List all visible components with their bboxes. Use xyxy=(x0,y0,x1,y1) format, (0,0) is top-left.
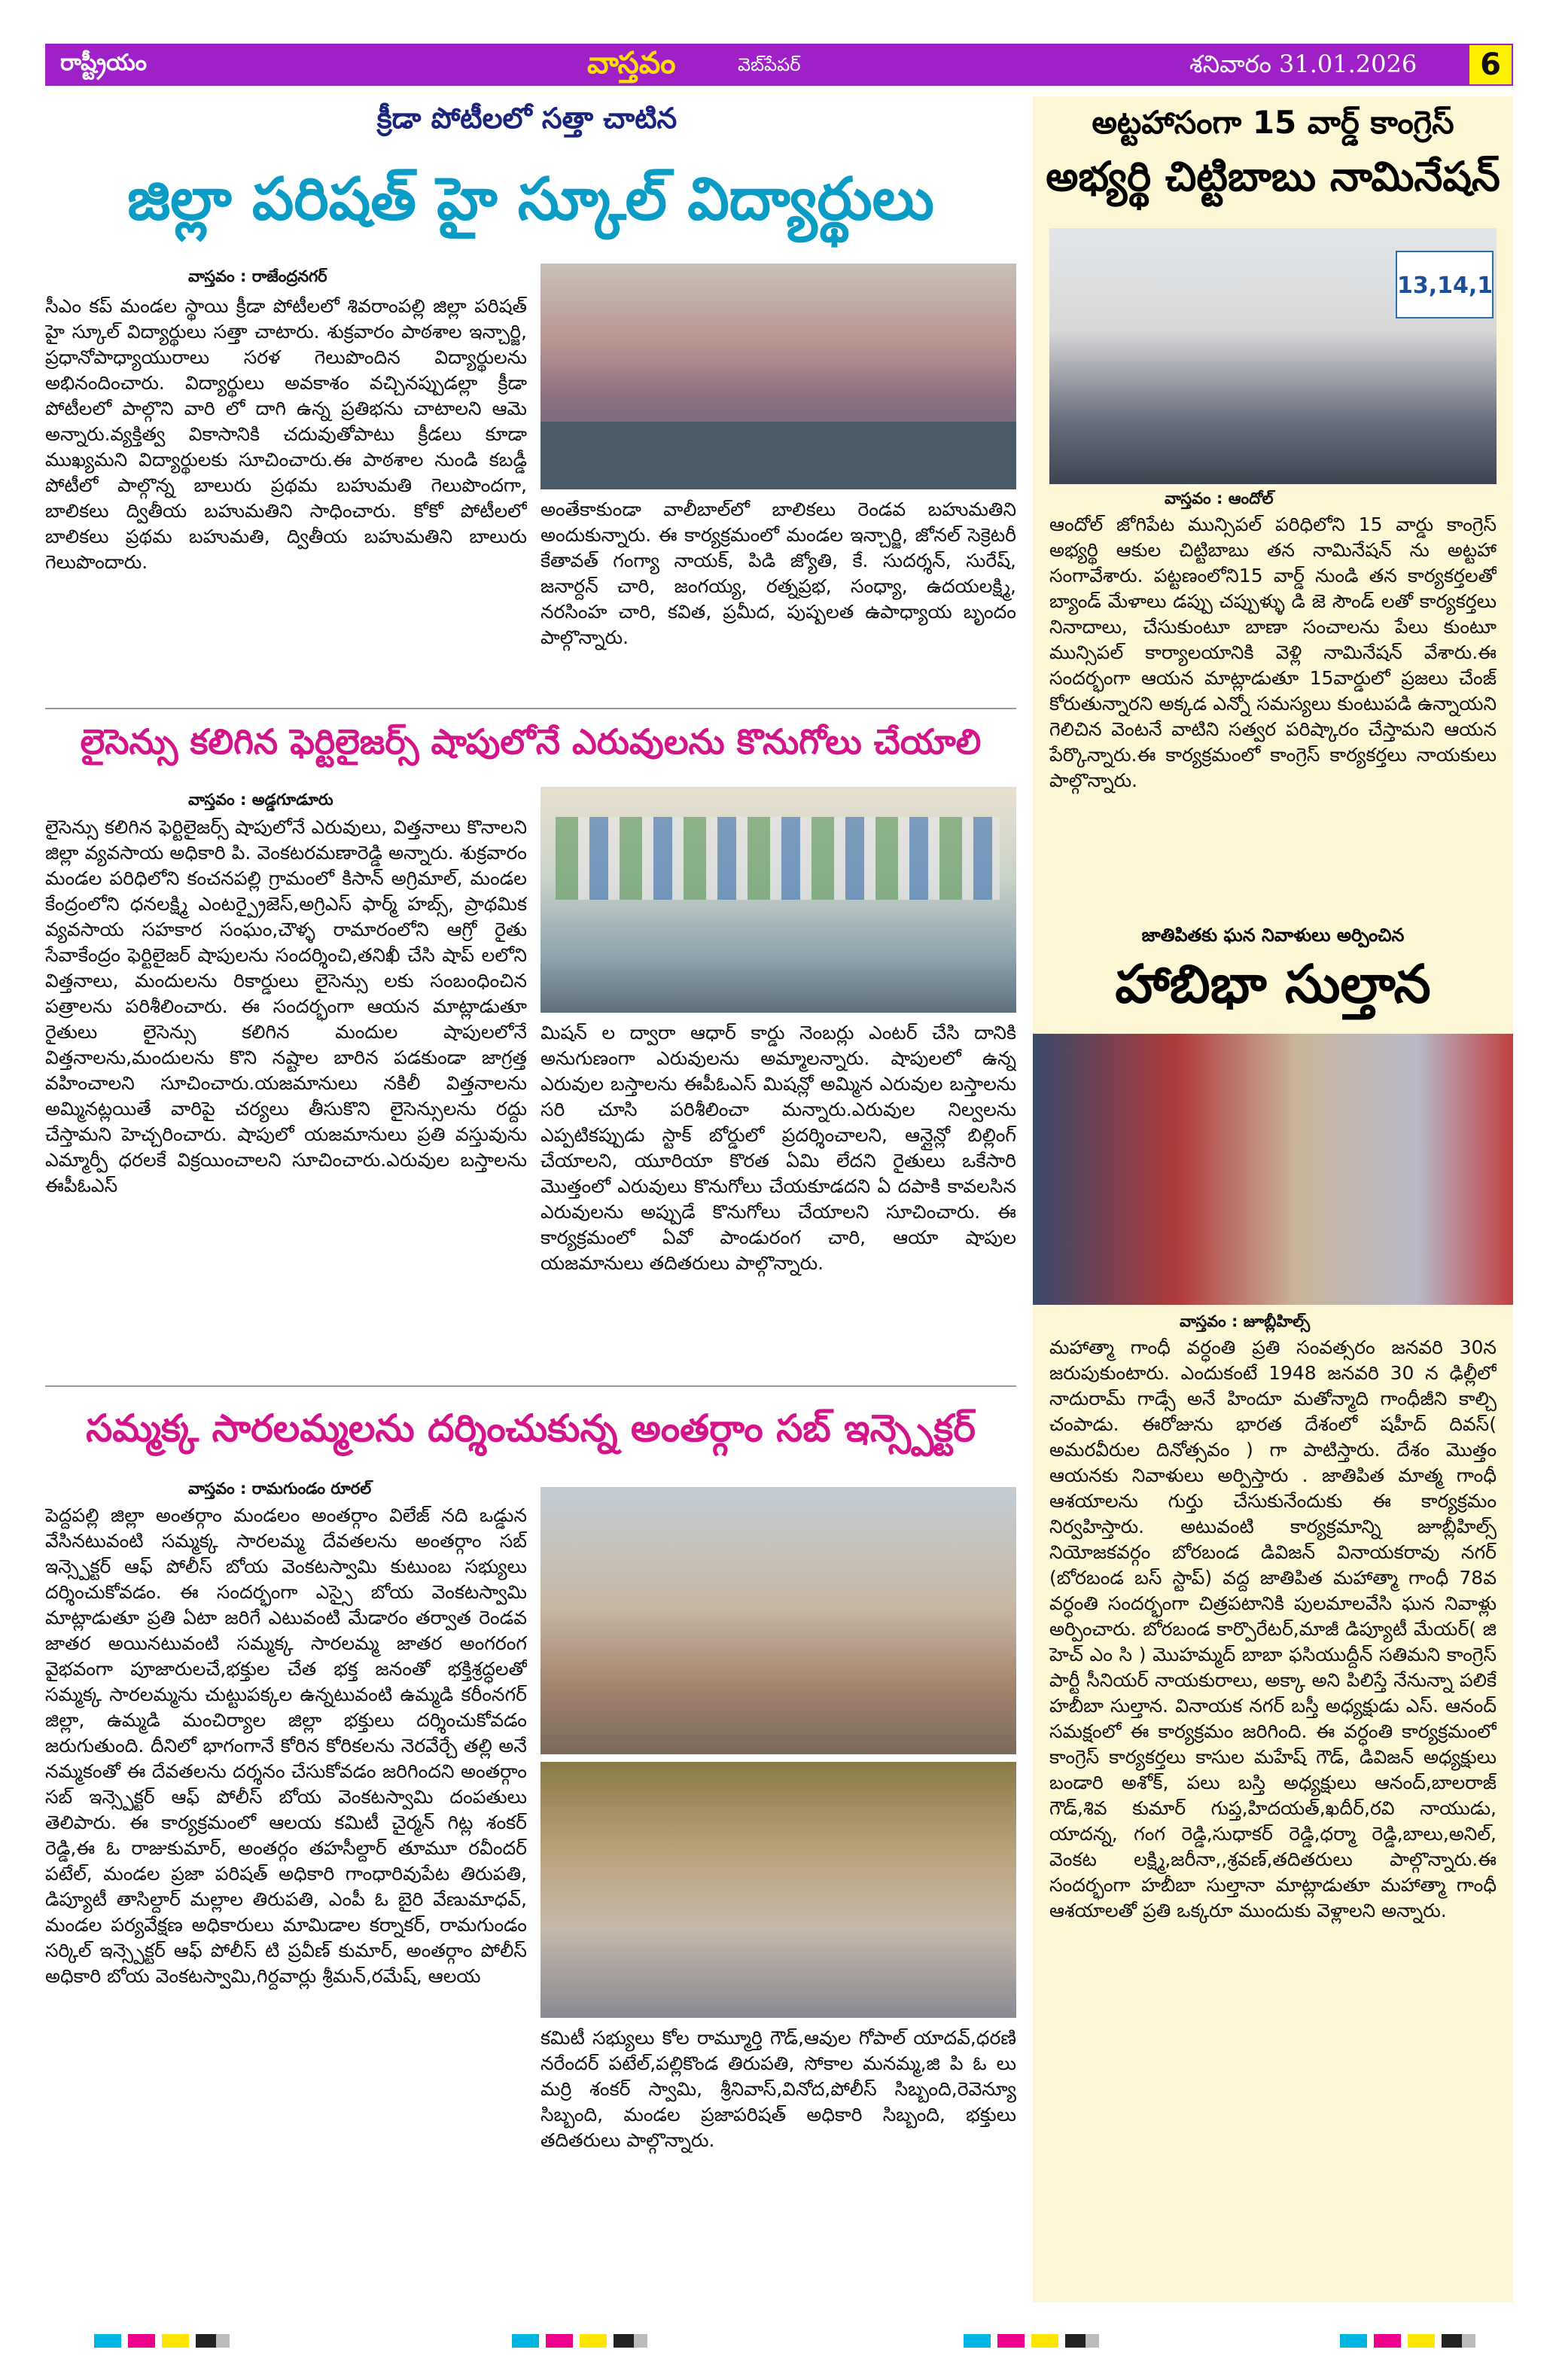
story5-photo xyxy=(1033,1034,1513,1305)
story3-dateline: వాస్తవం : రామగుండం రూరల్ xyxy=(188,1480,372,1498)
story4-headline-line2: అభ్యర్థి చిట్టిబాబు నామినేషన్ xyxy=(1046,153,1500,200)
story2-dateline: వాస్తవం : అడ్డగూడూరు xyxy=(188,791,333,809)
section-label: రాష్ట్రీయం xyxy=(60,50,147,76)
masthead-band xyxy=(45,44,1513,86)
sidebar-column xyxy=(1033,96,1513,2302)
story1-photo xyxy=(540,264,1016,489)
page-number: 6 xyxy=(1468,44,1513,86)
story5-body: మహాత్మా గాంధీ వర్ధంతి ప్రతి సంవత్సరం జనవరి 30న జరుపుకుంటారు. ఎందుకంటే 1948 జనవరి 30 న ఢిల్లీలో నాదురామ్ గాడ్సే అనే హిందూ మతోన్మాది గాంధీజీని కాల్చి చంపాడు. ఈరోజును భారత దేశంలో షహీద్ దివస్( అమరవీరుల దినోత్సవం ) గా పాటిస్తారు. దేశం మొత్తం ఆయనకు నివాళులు అర్పిస్తారు . జాతిపిత మాత్మ గాంధీ ఆశయాలను గుర్తు చేసుకునేందుకు ఈ కార్యక్రమం నిర్వహిస్తారు. అటువంటి కార్యక్రమాన్ని జూబ్లీహిల్స్ నియోజకవర్గం బోరబండ డివిజన్ వినాయకరావు నగర్ (బోరబండ బస్ స్టాప్) వద్ద జాతిపిత మహాత్మా గాంధీ 78వ వర్ధంతి సందర్భంగా చిత్రపటానికి పులమాలవేసి ఘన నివాళ్లు అర్పించారు. బోరబండ కార్పొరేటర్,మాజీ డిప్యూటీ మేయర్( జి హెచ్ ఎం సి ) మొహమ్మద్ బాబా ఫసియుద్దీన్ సతిమని కాంగ్రెస్ పార్టీ సీనియర్ నాయకురాలు, అక్కా అని పిలిస్తే నేనున్నా పలికే హబీబా సుల్తాన. వినాయక నగర్ బస్తీ అధ్యక్షుడు ఎస్. ఆనంద్ సమక్షంలో ఈ కార్యక్రమం జరిగింది. ఈ వర్ధంతి కార్యక్రమంలో కాంగ్రెస్ కార్యకర్తలు కాసుల మహేష్ గౌడ్, డివిజన్ అధ్యక్షులు బండారి అశోక్, పలు బస్తి అధ్యక్షులు ఆనంద్,బాలరాజ్ గౌడ్,శివ కుమార్ గుప్త,హిదయత్,ఖదీర్,రవి నాయుడు, యాదన్న, గంగ రెడ్డి,సుధాకర్ రెడ్డి,ధర్మా రెడ్డి,బాలు,అనిల్, వెంకట లక్ష్మి,జరీనా,,శ్రవణ్,తదితరులు పాల్గొన్నారు.ఈ సందర్భంగా హబీబా సుల్తానా మాట్లాడుతూ మహాత్మా గాంధీ ఆశయాలతో ప్రతి ఒక్కరూ ముందుకు వెళ్లాలని అన్నారు. xyxy=(1049,1336,1497,1921)
story4-headline-line1: అట్టహాసంగా 15 వార్డ్ కాంగ్రెస్ xyxy=(1092,104,1454,141)
color-bar xyxy=(512,2334,647,2348)
story4-body: ఆందోల్ జోగిపేట మున్సిపల్ పరిధిలోని 15 వార్డు కాంగ్రెస్ అభ్యర్థి ఆకుల చిట్టిబాబు తన నామినేషన్ ను అట్టహా సంగావేశారు. పట్టణంలోని15 వార్డ్ నుండి తన కార్యకర్తలతో బ్యాండ్ మేళాలు డప్పు చప్పుళ్ళు డి జె సౌండ్ లతో కార్యకర్తలు నినాదాలు, చేసుకుంటూ బాణా సంచాలను పేలు కుంటూ మున్సిపల్ కార్యాలయానికి వెళ్లి నామినేషన్ వేశారు.ఈ సందర్భంగా ఆయన మాట్లాడుతూ 15వార్డులో ప్రజలు చేంజ్ కోరుతున్నారని అక్కడ ఎన్నో సమస్యలు కుంటుపడి ఉన్నాయని గెలిచిన వెంటనే వాటిని సత్వర పరిష్కారం చేస్తామని ఆయన పేర్కొన్నారు.ఈ కార్యక్రమంలో కాంగ్రెస్ కార్యకర్తలు నాయకులు పాల్గొన్నారు. xyxy=(1049,513,1497,791)
story3-photo-1 xyxy=(540,1487,1016,1754)
story5-headline: హాబిభా సుల్తాన xyxy=(1115,953,1431,1015)
issue-date: శనివారం 31.01.2026 xyxy=(1189,50,1417,78)
story3-body-right: కమిటీ సభ్యులు కోల రామ్మూర్తి గౌడ్,ఆవుల గోపాల్ యాదవ్,ధరణి నరేందర్ పటేల్,పల్లికొండ తిరుపతి, సోకాల మనమ్మ,జి పి ఓ లు మర్రి శంకర్ స్వామి, శ్రీనివాస్,వినోద,పోలీస్ సిబ్బంది,రెవెన్యూ సిబ్బంది, మండల ప్రజాపరిషత్ అధికారి సిబ్బంది, భక్తులు తదితరులు పాల్గొన్నారు. xyxy=(540,2027,1016,2151)
story4-photo xyxy=(1049,228,1497,484)
story3-body-left: పెద్దపల్లి జిల్లా అంతర్గాం మండలం అంతర్గాం విలేజ్ నది ఒడ్డున వేసినటువంటి సమ్మక్క సారలమ్మ దేవతలను అంతర్గాం సబ్ ఇన్స్పెక్టర్ ఆఫ్ పోలీస్ బోయ వెంకటస్వామి కుటుంబ సభ్యులు దర్శించుకోవడం. ఈ సందర్భంగా ఎస్సై బోయ వెంకటస్వామి మాట్లాడుతూ ప్రతి ఏటా జరిగే ఎటువంటి మేడారం తర్వాత రెండవ జాతర అయినటువంటి సమ్మక్క సారలమ్మ జాతర అంగరంగ వైభవంగా పూజారులచే,భక్తుల చేత భక్త జనంతో భక్తిశ్రద్ధలతో సమ్మక్క సారలమ్మను చుట్టుపక్కల ఉన్నటువంటి ఉమ్మడి కరీంనగర్ జిల్లా, ఉమ్మడి మంచిర్యాల జిల్లా భక్తులు దర్శించుకోవడం జరుగుతుంది. దీనిలో భాగంగానే కోరిన కోరికలను నెరవేర్చే తల్లి అనే నమ్మకంతో ఈ దేవతలను దర్శనం చేసుకోవడం జరిగిందని అంతర్గాం సబ్ ఇన్స్పెక్టర్ ఆఫ్ పోలీస్ బోయ వెంకటస్వామి దంపతులు తెలిపారు. ఈ కార్యక్రమంలో ఆలయ కమిటీ చైర్మన్ గిట్ల శంకర్ రెడ్డి,ఈ ఓ రాజుకుమార్, అంతర్గం తహసీల్దార్ తూమూ రవీందర్ పటేల్, మండల ప్రజా పరిషత్ అధికారి గాంధారివుపేట తిరుపతి, డిప్యూటీ తాసిల్దార్ మల్లాల తిరుపతి, ఎంపీ ఓ బైరి వేణుమాధవ్, మండల పర్యవేక్షణ అధికారులు మామిడాల కర్నాకర్, రామగుండం సర్కిల్ ఇన్స్పెక్టర్ ఆఫ్ పోలీస్ టి ప్రవీణ్ కుమార్, అంతర్గాం పోలీస్ అధికారి బోయ వెంకటస్వామి,గిర్దవార్లు శ్రీమన్,రమేష్, ఆలయ xyxy=(45,1504,527,1987)
color-bar xyxy=(94,2334,230,2348)
story1-headline: జిల్లా పరిషత్ హై స్కూల్ విద్యార్థులు xyxy=(127,166,934,233)
color-bar xyxy=(964,2334,1099,2348)
story2-photo xyxy=(540,787,1016,1013)
photo-shelves xyxy=(556,817,1000,900)
masthead-title: వాస్తవం xyxy=(587,45,676,81)
story2-body-left: లైసెన్సు కలిగిన ఫెర్టిలైజర్స్ షాపులోనే ఎరువులు, విత్తనాలు కొనాలని జిల్లా వ్యవసాయ అధికారి పి. వెంకటరమణారెడ్డి అన్నారు. శుక్రవారం మండల పరిధిలోని కంచనపల్లి గ్రామంలో కిసాన్ అగ్రిమాల్, మండల కేంద్రంలోని ధనలక్ష్మి ఎంటర్ప్రైజెస్,అగ్రిఎస్ ఫార్మ్ హబ్స్, ప్రాథమిక వ్యవసాయ సహకార సంఘం,చౌళ్ళ రామారంలోని ఆగ్రో రైతు సేవాకేంద్రం ఫెర్టిలైజర్ షాపులను సందర్శించి,తనిఖీ చేసి షాప్ లలోని విత్తనాలు, మందులను రికార్డులు లైసెన్సు లకు సంబంధించిన పత్రాలను పరిశీలించారు. ఈ సందర్భంగా ఆయన మాట్లాడుతూ రైతులు లైసెన్సు కలిగిన మందుల షాపులలోనే విత్తనాలను,మందులను కొని నష్టాల బారిన పడకుండా జాగ్రత్త వహించాలని సూచించారు.యజమానులు నకిలీ విత్తనాలను అమ్మినట్లయితే వారిపై చర్యలు తీసుకొని లైసెన్సులను రద్దు చేస్తామని హెచ్చరించారు. షాపులో యజమానులు ప్రతి వస్తువును ఎమ్మార్పీ ధరలకే విక్రయించాలని సూచించారు.ఎరువుల బస్తాలను ఈపీఓఎస్ xyxy=(45,816,527,1196)
story1-body-left: సీఎం కప్ మండల స్థాయి క్రీడా పోటీలలో శివరాంపల్లి జిల్లా పరిషత్ హై స్కూల్ విద్యార్థులు సత్తా చాటారు. శుక్రవారం పాఠశాల ఇన్చార్జి, ప్రధానోపాధ్యాయురాలు సరళ గెలుపొందిన విద్యార్థులను అభినందించారు. విద్యార్థులు అవకాశం వచ్చినప్పుడల్లా క్రీడా పోటీలలో పాల్గొని వారి లో దాగి ఉన్న ప్రతిభను చాటాలని ఆమె అన్నారు.వ్యక్తిత్వ వికాసానికి చదువుతోపాటు క్రీడలు కూడా ముఖ్యమని విద్యార్థులకు సూచించారు.ఈ పాఠశాల నుండి కబడ్డీ పోటీలో పాల్గొన్న బాలురు ప్రథమ బహుమతి గెలుపొందగా, బాలికలు ద్వితీయ బహుమతిని సాధించారు. కోకో పోటీలలో బాలికలు ప్రథమ బహుమతి, ద్వితీయ బహుమతిని బాలురు గెలుపొందారు. xyxy=(45,295,527,573)
story5-dateline: వాస్తవం : జూబ్లీహిల్స్ xyxy=(1180,1312,1311,1330)
story5-kicker: జాతిపితకు ఘన నివాళులు అర్పించిన xyxy=(1141,925,1405,946)
story4-dateline: వాస్తవం : ఆందోల్ xyxy=(1165,489,1274,507)
photo-ward-sign: 13,14,1 xyxy=(1396,251,1494,318)
story1-body-right: అంతేకాకుండా వాలీబాల్‌లో బాలికలు రెండవ బహుమతిని అందుకున్నారు. ఈ కార్యక్రమంలో మండల ఇన్చార్జి, జోనల్ సెక్రెటరీ కేతావత్ గంగ్యా నాయక్, పిడి జ్యోతి, కే. సుదర్శన్, సురేష్, జనార్దన్ చారి, జంగయ్య, రత్నప్రభ, సంధ్యా, ఉదయలక్ష్మి, నరసింహ చారి, కవిత, ప్రమీద, పుష్పలత ఉపాధ్యాయ బృందం పాల్గొన్నారు. xyxy=(540,498,1016,648)
story3-headline: సమ్మక్క సారలమ్మలను దర్శించుకున్న అంతర్గాం సబ్ ఇన్స్పెక్టర్ xyxy=(86,1406,976,1450)
story1-kicker: క్రీడా పోటీలలో సత్తా చాటిన xyxy=(376,102,678,135)
divider xyxy=(45,1385,1016,1387)
photo-steps xyxy=(540,422,1016,489)
divider xyxy=(45,708,1016,709)
color-bar xyxy=(1340,2334,1475,2348)
story2-body-right: మిషన్ ల ద్వారా ఆధార్ కార్డు నెంబర్లు ఎంటర్ చేసి దానికి అనుగుణంగా ఎరువులను అమ్మాలన్నారు. షాపులలో ఉన్న ఎరువుల బస్తాలను ఈపీఓఎస్ మిషన్లో అమ్మిన ఎరువుల బస్తాలను సరి చూసి పరిశీలించా మన్నారు.ఎరువుల నిల్వలను ఎప్పటికప్పుడు స్టాక్ బోర్డులో ప్రదర్శించాలని, ఆన్లైన్లో బిల్లింగ్ చేయాలని, యూరియా కొరత ఏమి లేదని రైతులు ఒకేసారి మొత్తంలో ఎరువులు కొనుగోలు చేయకూడదని ఏ దపాకి కావలసిన ఎరువులను అప్పుడే కొనుగోలు చేయాలని సూచించారు. ఈ కార్యక్రమంలో ఏవో పాండురంగ చారి, ఆయా షాపుల యజమానులు తదితరులు పాల్గొన్నారు. xyxy=(540,1022,1016,1274)
story3-photo-2 xyxy=(540,1762,1016,2018)
story1-dateline: వాస్తవం : రాజేంద్రనగర్ xyxy=(188,267,327,285)
story2-headline: లైసెన్సు కలిగిన ఫెర్టిలైజర్స్ షాపులోనే ఎరువులను కొనుగోలు చేయాలి xyxy=(80,721,982,762)
website-label: వెబ్‌పేపర్ xyxy=(738,54,801,75)
